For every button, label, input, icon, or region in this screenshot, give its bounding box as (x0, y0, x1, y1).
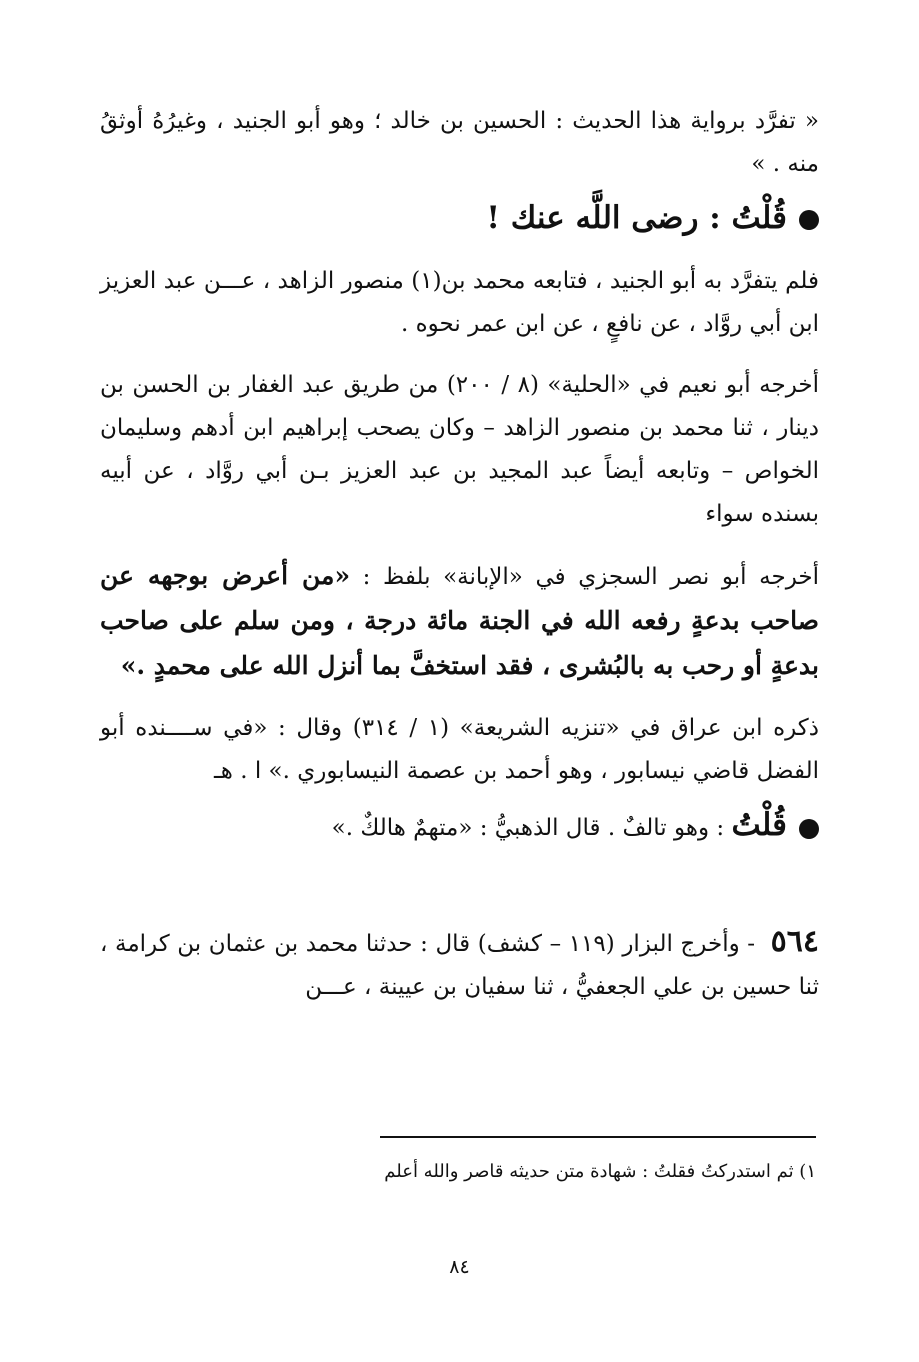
abu-nuaym-paragraph: أخرجه أبو نعيم في «الحلية» (٨ / ٢٠٠) من طريق عبد الغفار بن الحسن بن دينار ، ثنا محمد بن منصور الزاهد – وكان يصحب إبراهيم ابن أدهم وسليمان الخواص – وتابعه أيضاً عبد المجيد بن عبد العزيز بـن أبي روَّاد ، عن أبيه بسنده سواء (100, 372, 820, 527)
hadith-number: ٥٦٤ (770, 924, 819, 959)
sijzi-intro: أخرجه أبو نصر السجزي في «الإبانة» بلفظ : (362, 564, 819, 590)
spacer (100, 870, 819, 920)
qult-label: قُلْتُ (731, 807, 787, 843)
qult-heading-1 (100, 190, 819, 246)
ibn-iraq-paragraph: ذكره ابن عراق في «تنزيه الشريعة» (١ / ٣١٤) وقال : «في ســــنده أبو الفضل قاضي نيسابور ، وهو أحمد بن عصمة النيسابوري .» ا . هـ (100, 715, 820, 784)
hadith-paragraph (100, 920, 819, 1009)
qult-text: : وهو تالفٌ . قال الذهبيُّ : «متهمٌ هالكٌ .» (331, 815, 725, 841)
qult-heading-2 (100, 797, 819, 856)
opening-quote-paragraph: « تفرَّد برواية هذا الحديث : الحسين بن خالد ؛ وهو أبو الجنيد ، وغيرُهُ أوثقُ منه . » (100, 108, 819, 177)
footnote: ١) ثم استدركتُ فقلتُ : شهادة متن حديثه قاصر والله أعلم (384, 1161, 816, 1182)
page-number: ٨٤ (449, 1256, 470, 1278)
sijzi-paragraph (100, 554, 819, 689)
bullet-icon (799, 819, 819, 839)
hadith-text: - وأخرج البزار (١١٩ – كشف) قال : حدثنا محمد بن عثمان بن كرامة ، ثنا حسين بن علي الجعفيُّ ، ثنا سفيان بن عيينة ، عـــن (100, 931, 819, 1000)
footnote-divider (380, 1136, 816, 1138)
qult-label: قُلْتُ (731, 200, 787, 236)
qult-text: : رضى اللَّه عنك ! (486, 200, 721, 236)
sijzi-quote: «من أعرض بوجهه عن صاحب بدعةٍ رفعه الله في الجنة مائة درجة ، ومن سلم على صاحب بدعةٍ أو رحب به بالبُشرى ، فقد استخفَّ بما أنزل الله على محمدٍ .» (100, 561, 819, 680)
follow-up-paragraph: فلم يتفرَّد به أبو الجنيد ، فتابعه محمد بن(١) منصور الزاهد ، عـــن عبد العزيز ابن أبي روَّاد ، عن نافعٍ ، عن ابن عمر نحوه . (100, 268, 819, 337)
bullet-icon (799, 210, 819, 230)
